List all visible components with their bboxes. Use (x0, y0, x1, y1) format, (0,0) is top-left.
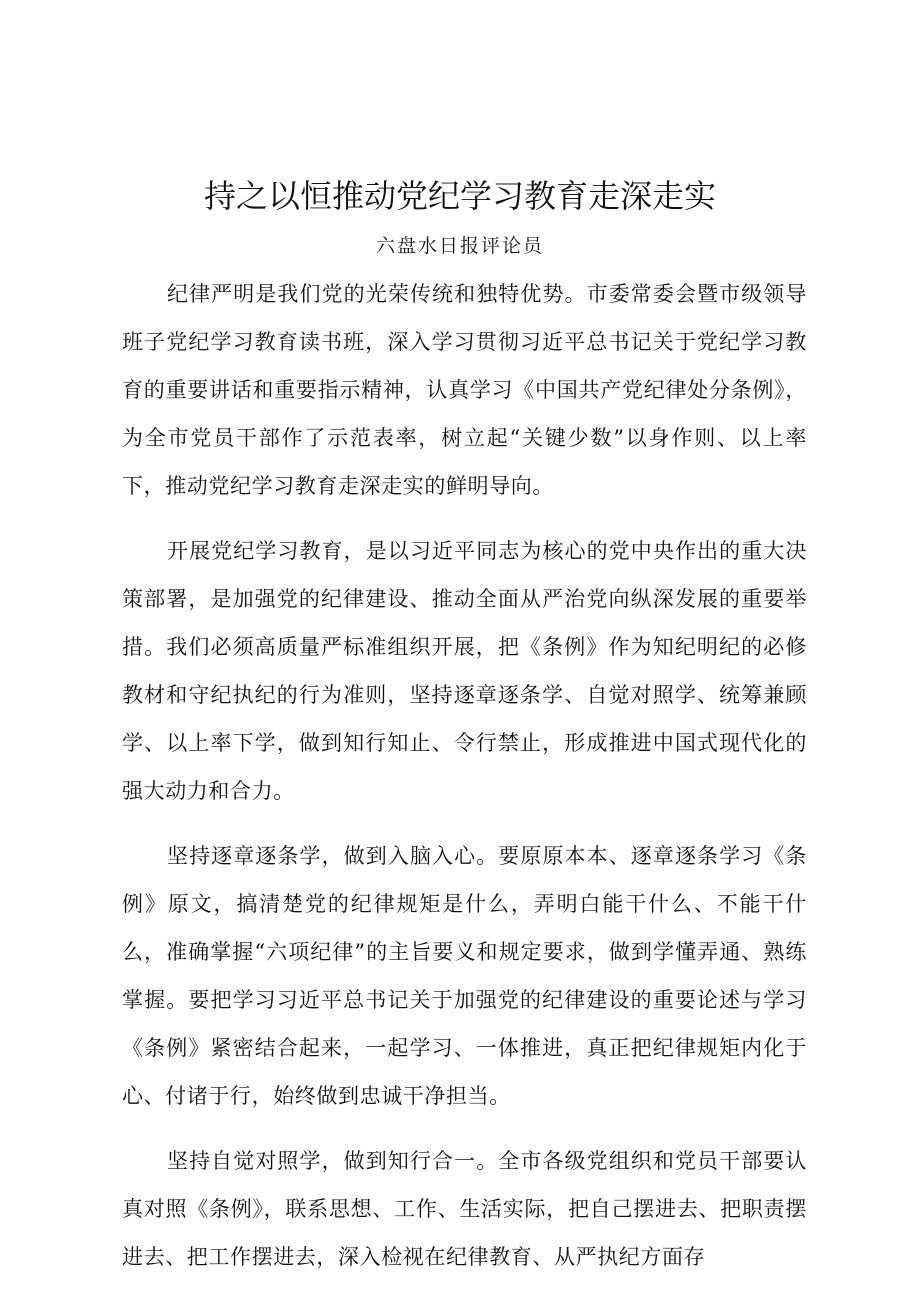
paragraph-3: 坚持逐章逐条学，做到入脑入心。要原原本本、逐章逐条学习《条例》原文，搞清楚党的纪律规矩是什么，弄明白能干什么、不能干什么，准确掌握“六项纪律”的主旨要义和规定要求，做到学懂弄通、熟练掌握。要把学习习近平总书记关于加强党的纪律建设的重要论述与学习《条例》紧密结合起来，一起学习、一体推进，真正把纪律规矩内化于心、付诸于行，始终做到忠诚干净担当。 (122, 844, 807, 1108)
paragraph-1: 纪律严明是我们党的光荣传统和独特优势。市委常委会暨市级领导班子党纪学习教育读书班，深入学习贯彻习近平总书记关于党纪学习教育的重要讲话和重要指示精神，认真学习《中国共产党纪律处分条例》，为全市党员干部作了示范表率，树立起“关键少数”以身作则、以上率下，推动党纪学习教育走深走实的鲜明导向。 (122, 282, 807, 498)
document-title: 持之以恒推动党纪学习教育走深走实 (203, 177, 716, 215)
paragraph-4: 坚持自觉对照学，做到知行合一。全市各级党组织和党员干部要认真对照《条例》，联系思想、工作、生活实际，把自己摆进去、把职责摆进去、把工作摆进去，深入检视在纪律教育、从严执纪方面存 (122, 1149, 807, 1269)
document-body (122, 270, 807, 1298)
document-author: 六盘水日报评论员 (375, 235, 544, 257)
paragraph-2: 开展党纪学习教育，是以习近平同志为核心的党中央作出的重大决策部署，是加强党的纪律建设、推动全面从严治党向纵深发展的重要举措。我们必须高质量严标准组织开展，把《条例》作为知纪明纪的必修教材和守纪执纪的行为准则，坚持逐章逐条学、自觉对照学、统筹兼顾学、以上率下学，做到知行知止、令行禁止，形成推进中国式现代化的强大动力和合力。 (122, 539, 807, 803)
